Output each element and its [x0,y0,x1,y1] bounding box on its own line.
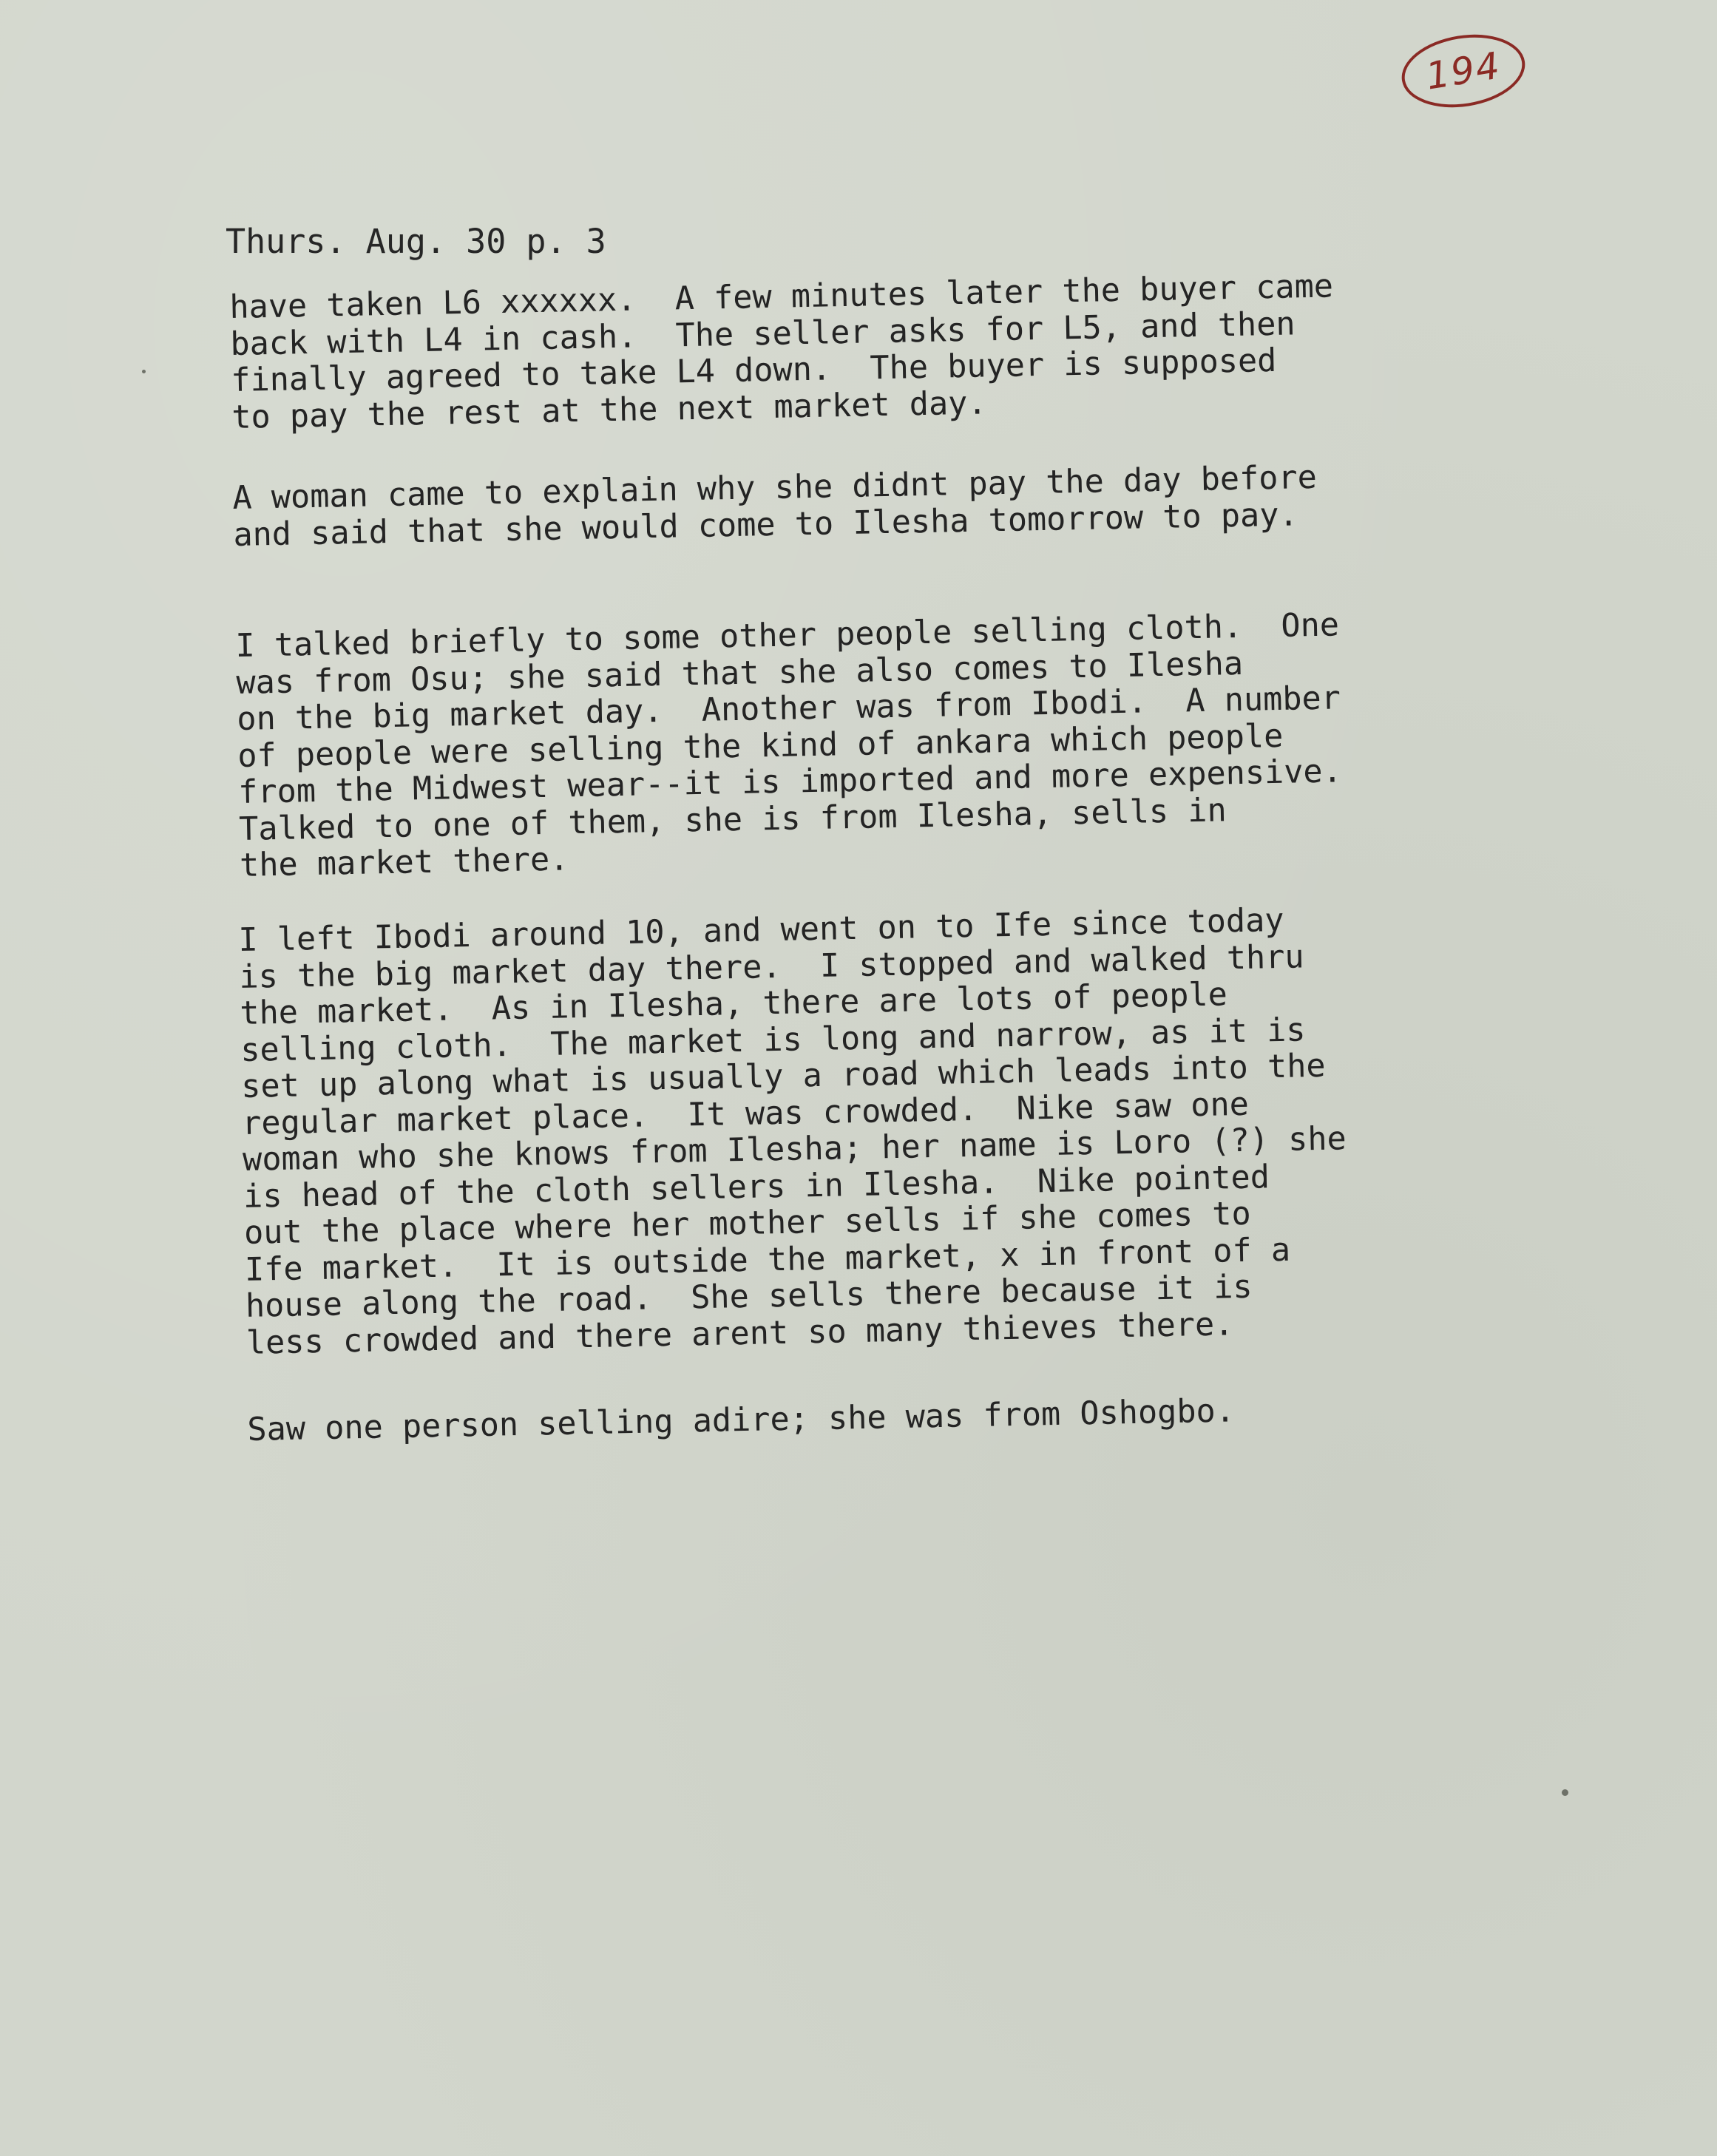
paragraph-1: have taken L6 xxxxxx. A few minutes later the buyer came back with L4 in cash. The seller asks for L5, and then finally agreed to take L4 down. The buyer is supposed to pay the rest at the next market day. [228,268,1334,436]
page-header: Thurs. Aug. 30 p. 3 [226,222,606,261]
paragraph-3: I talked briefly to some other people selling cloth. One was from Osu; she said that she also comes to Ilesha on the big market day. Another was from Ibodi. A number of people were selling the kind of ankara which people from the Midwest wear--it is imported and more expensive. Talked to one of them, she is from Ilesha, sells in the market there. [234,606,1343,884]
paragraph-5: Saw one person selling adire; she was from Oshogbo. [246,1392,1236,1448]
paragraph-2: A woman came to explain why she didnt pay the day before and said that she would come to Ilesha tomorrow to pay. [231,458,1318,554]
paragraph-4: I left Ibodi around 10, and went on to Ife since today is the big market day there. I stopped and walked thru the market. As in Ilesha, there are lots of people selling cloth. The market is long and narrow, as it is set up along what is usually a road which leads into the regular market place. It was crowded. Nike saw one woman who she knows from Ilesha; her name is Loro (?) she is head of the cloth sellers in Ilesha. Nike pointed out the place where her mother sells if she comes to Ife market. It is outside the market, x in front of a house along the road. She sells there because it is less crowded and there arent so many thieves there. [237,901,1347,1362]
paper-speck [1562,1789,1568,1796]
folio-number: 194 [1397,26,1531,115]
paper-speck [142,370,146,373]
